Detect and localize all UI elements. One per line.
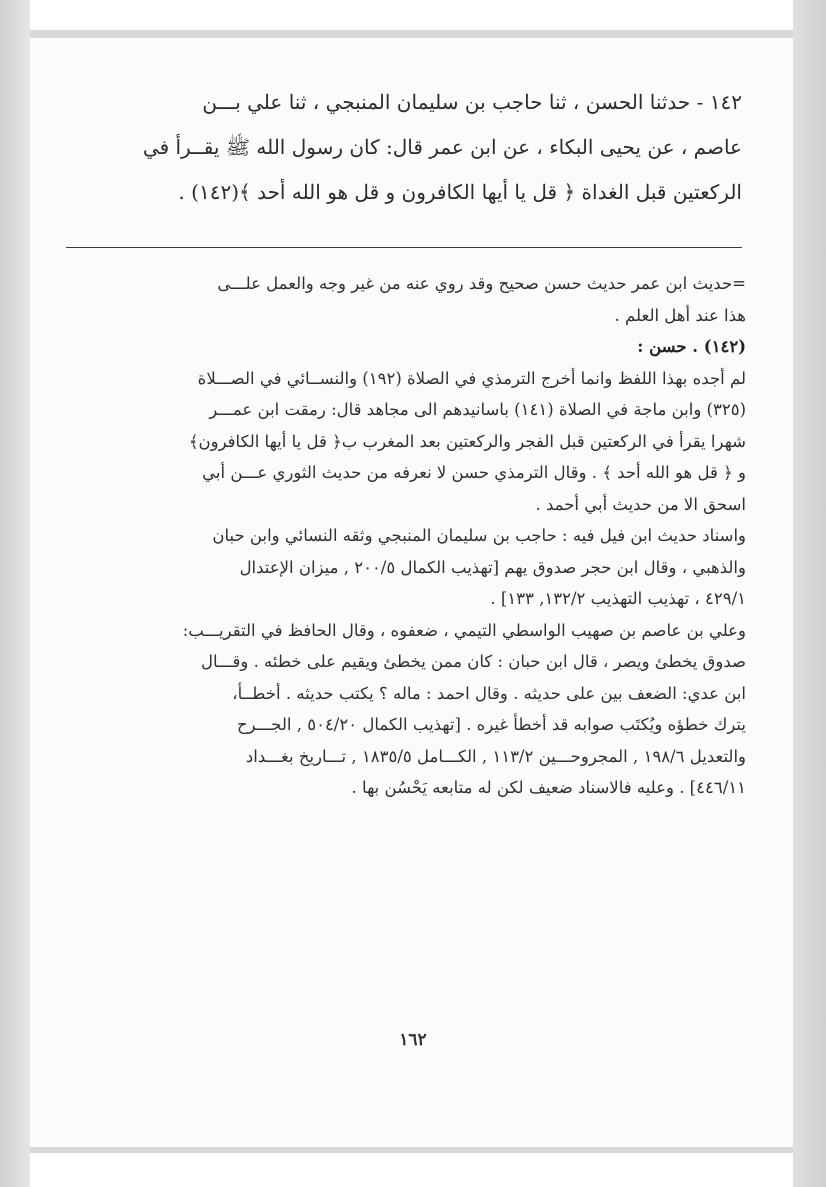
footnote-line: لم أجده بهذا اللفظ وانما أخرج الترمذي في الصلاة (١٩٢) والنســائي في الصـــلاة <box>197 368 746 388</box>
footnote-divider <box>66 247 742 248</box>
footnote-line: واسناد حديث ابن فيل فيه : حاجب بن سليمان المنبجي وثقه النسائي وابن حبان <box>212 526 746 545</box>
hadith-line: عاصم ، عن يحيى البكاء ، عن ابن عمر قال: كان رسول الله ﷺ يقــرأ في <box>142 135 742 159</box>
footnote-line: هذا عند أهل العلم . <box>614 305 746 325</box>
hadith-line: الركعتين قبل الغداة ﴿ قل يا أيها الكافرون و قل هو الله أحد ﴾(١٤٢) . <box>178 180 742 204</box>
footnote-label: (١٤٢) . حسن : <box>637 337 746 356</box>
footnote-line: يترك خطؤه ويُكتَب صوابه قد أخطأ غيره . [تهذيب الكمال ٥٠٤/٢٠ , الجـــرح <box>236 715 746 734</box>
footnote-line: =حديث ابن عمر حديث حسن صحيح وقد روي عنه من غير وجه والعمل علـــى <box>217 274 746 293</box>
hadith-line: ١٤٢ - حدثنا الحسن ، ثنا حاجب بن سليمان المنبجي ، ثنا علي بـــن <box>202 90 742 114</box>
footnote-line: ٤٤٦/١١] . وعليه فالاسناد ضعيف لكن له متابعه يَحْسُن بها . <box>351 778 746 797</box>
footnote-line: اسحق الا من حديث أبي أحمد . <box>535 494 746 514</box>
footnote-line: شهرا يقرأ في الركعتين قبل الفجر والركعتين بعد المغرب ب﴿ قل يا أيها الكافرون﴾ <box>188 431 746 451</box>
footnote-line: وعلي بن عاصم بن صهيب الواسطي التيمي ، ضعفوه ، وقال الحافظ في التقريـــب: <box>182 620 746 640</box>
footnote-line: والتعديل ١٩٨/٦ , المجروحـــين ١١٣/٢ , الكـــامل ١٨٣٥/٥ , تـــاريخ بغـــداد <box>245 746 746 766</box>
page-number: ١٦٢ <box>399 1030 427 1050</box>
footnote-line: والذهبي ، وقال ابن حجر صدوق يهم [تهذيب الكمال ٢٠٠/٥ , ميزان الإعتدال <box>239 557 746 577</box>
footnote-line: ابن عدي: الضعف بين على حديثه . وقال احمد : ماله ؟ يكتب حديثه . أخطــأ، <box>232 683 746 703</box>
footnote-line: (٣٢٥) وابن ماجة في الصلاة (١٤١) باسانيدهم الى مجاهد قال: رمقت ابن عمـــر <box>209 400 746 419</box>
footnotes <box>66 268 746 804</box>
footnote-line: صدوق يخطئ ويصر ، قال ابن حبان : كان ممن يخطئ ويقيم على خطئه . وقـــال <box>200 652 746 671</box>
footnote-line: ٤٢٩/١ ، تهذيب التهذيب ١٣٢/٢, ١٣٣] . <box>490 589 746 608</box>
footnote-line: و ﴿ قل هو الله أحد ﴾ . وقال الترمذي حسن لا نعرفه من حديث الثوري عـــن أبي <box>202 463 746 482</box>
hadith-text <box>66 80 742 215</box>
